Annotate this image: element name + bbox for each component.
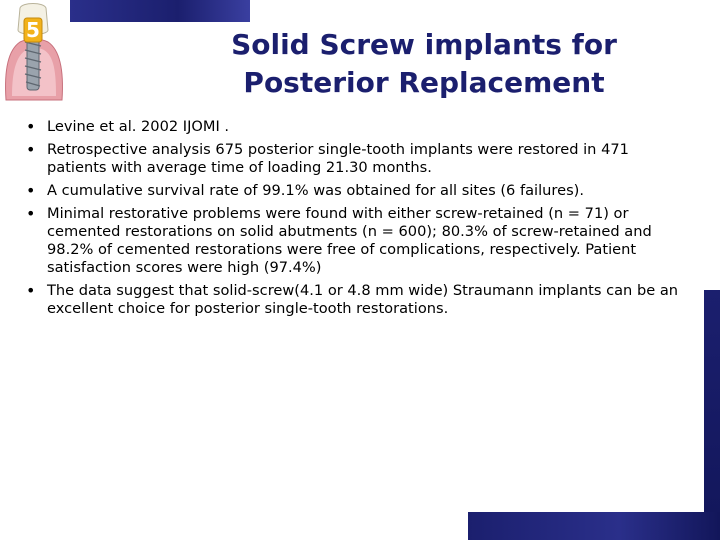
dental-implant-logo [0, 0, 66, 102]
slide-title-line-2: Posterior Replacement [243, 66, 605, 99]
bullet-list [26, 118, 686, 323]
slide-title-line-1: Solid Screw implants for [231, 28, 617, 61]
decorative-frame-right [704, 290, 720, 540]
logo-badge-number: 5 [26, 18, 40, 42]
bullet-item: • Levine et al. 2002 IJOMI . [26, 118, 686, 136]
bullet-item: • A cumulative survival rate of 99.1% was obtained for all sites (6 failures). [26, 182, 686, 200]
dental-implant-icon [0, 0, 66, 102]
decorative-frame-bottom [468, 512, 720, 540]
bullet-item: • The data suggest that solid-screw(4.1 or 4.8 mm wide) Straumann implants can be an excellent choice for posterior single-tooth restorations. [26, 282, 686, 318]
bullet-item: • Minimal restorative problems were found with either screw-retained (n = 71) or cemented restorations on solid abutments (n = 600); 80.3% of screw-retained and 98.2% of cemented restorations were free of complications, respectively. Patient satisfaction scores were high (97.4%) [26, 205, 686, 277]
slide-title [130, 26, 718, 102]
decorative-frame-top [70, 0, 250, 22]
bullet-item: • Retrospective analysis 675 posterior single-tooth implants were restored in 471 patients with average time of loading 21.30 months. [26, 141, 686, 177]
